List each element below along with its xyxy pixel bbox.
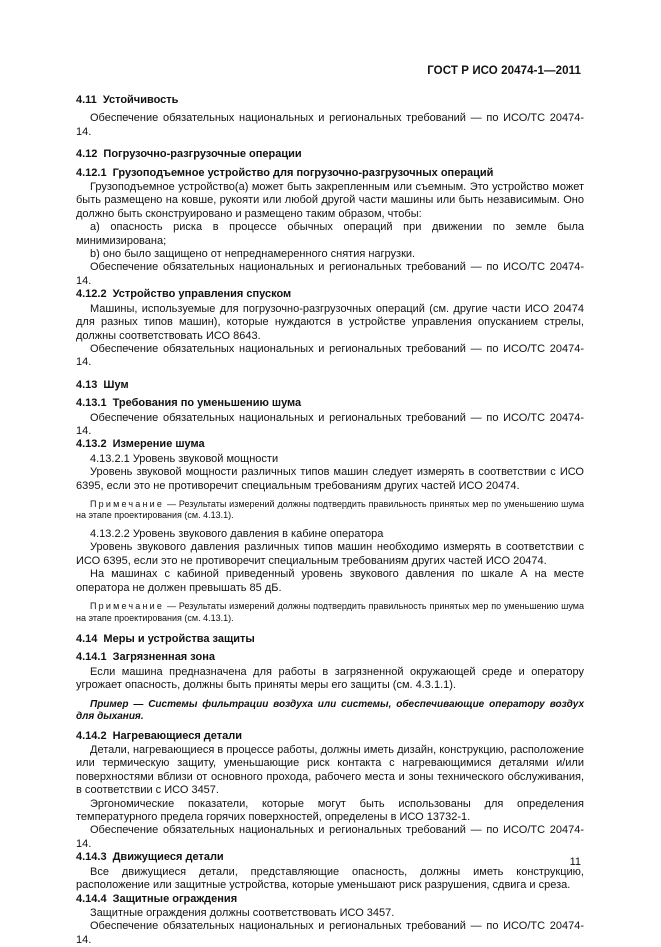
- subsection-heading-4-14-3: [76, 851, 584, 864]
- section-number: 4.14: [76, 633, 98, 645]
- subsection-title: Грузоподъемное устройство для погрузочно-разгрузочных операций: [112, 166, 494, 179]
- subsection-number: 4.13.2: [76, 438, 107, 451]
- section-heading-4-12: [76, 148, 584, 161]
- subsection-heading-4-14-4: [76, 893, 584, 906]
- note-label: Примечание: [90, 601, 165, 611]
- note-text: — Результаты измерений должны подтвердить правильность принятых мер по уменьшению шума на этапе проектирования (см. 4.13.1).: [76, 601, 584, 623]
- paragraph: Защитные ограждения должны соответствовать ИСО 3457.: [90, 906, 395, 919]
- section-title: Устойчивость: [102, 94, 179, 106]
- subsection-heading-4-13-1: [76, 397, 584, 410]
- section-heading-4-11: [76, 94, 584, 107]
- example: Пример — Системы фильтрации воздуха или системы, обеспечивающие оператору воздух для дыхания.: [76, 698, 584, 723]
- paragraph: Уровень звукового давления различных типов машин необходимо измерять в соответствии с ИСО 6395, если это не противоречит специальным требованиям других частей ИСО 20474.: [76, 541, 584, 567]
- subsection-title: Нагревающиеся детали: [112, 729, 243, 742]
- note: [76, 601, 584, 624]
- note-text: — Результаты измерений должны подтвердить правильность принятых мер по уменьшению шума на этапе проектирования (см. 4.13.1).: [76, 498, 584, 521]
- section-title: Погрузочно-разгрузочные операции: [103, 148, 302, 161]
- section-heading-4-14: [76, 633, 584, 646]
- subsection-heading-4-14-2: [76, 730, 584, 743]
- paragraph: Уровень звуковой мощности различных типов машин следует измерять в соответствии с ИСО 6395, если это не противоречит специальным требованиям других частей ИСО 20474.: [76, 466, 584, 492]
- subsection-heading-4-12-2: [76, 288, 584, 301]
- section-title: Меры и устройства защиты: [103, 633, 255, 645]
- subsubsection-heading-4-13-2-1: 4.13.2.1 Уровень звуковой мощности: [90, 452, 279, 465]
- subsection-number: 4.14.1: [76, 651, 107, 664]
- subsection-heading-4-13-2: [76, 438, 584, 451]
- paragraph: Грузоподъемное устройство(а) может быть закрепленным или съемным. Это устройство может быть размещено на ковше, рукояти или любой другой части машины или быть независимым. Оно должно быть сконструировано и размещено таким образом, чтобы:: [76, 181, 584, 220]
- list-item: b) оно было защищено от непреднамеренного снятия нагрузки.: [90, 248, 416, 261]
- page-content: [76, 94, 584, 947]
- subsection-number: 4.12.2: [76, 288, 107, 301]
- subsection-title: Требования по уменьшению шума: [112, 397, 302, 410]
- subsubsection-heading-4-13-2-2: 4.13.2.2 Уровень звукового давления в кабине оператора: [90, 527, 384, 540]
- subsection-number: 4.14.4: [76, 892, 107, 905]
- section-title: Шум: [103, 378, 129, 391]
- paragraph: Машины, используемые для погрузочно-разгрузочных операций (см. другие части ИСО 20474 для разных типов машин), которые нуждаются в устройстве управления опусканием стрелы, должны соответствовать ИСО 8643.: [76, 302, 584, 342]
- requirements-list: [76, 221, 584, 261]
- paragraph: Обеспечение обязательных национальных и региональных требований — по ИСО/ТС 20474-14.: [76, 920, 584, 946]
- subsection-title: Защитные ограждения: [112, 892, 238, 905]
- subsection-number: 4.13.1: [76, 397, 107, 410]
- section-number: 4.13: [76, 378, 98, 391]
- paragraph: Обеспечение обязательных национальных и региональных требований — по ИСО/ТС 20474-14.: [76, 411, 584, 437]
- paragraph: Если машина предназначена для работы в загрязненной окружающей среде и оператору угрожает опасность, должны быть приняты меры его защиты (см. 4.3.1.1).: [76, 665, 584, 692]
- subsection-title: Движущиеся детали: [112, 851, 224, 864]
- note: [76, 499, 584, 522]
- subsection-title: Измерение шума: [112, 438, 205, 451]
- note-label: Примечание: [90, 498, 165, 509]
- subsection-number: 4.14.3: [76, 851, 107, 864]
- subsection-title: Загрязненная зона: [112, 651, 215, 664]
- subsection-number: 4.14.2: [76, 729, 107, 742]
- list-item: а) опасность риска в процессе обычных операций при движении по земле была минимизирована;: [76, 221, 584, 247]
- document-id-header: ГОСТ Р ИСО 20474-1—2011: [427, 65, 581, 77]
- page-number: 11: [569, 856, 581, 868]
- paragraph: Эргономические показатели, которые могут быть использованы для определения температурного предела горячих поверхностей, определены в ИСО 13732-1.: [76, 797, 584, 824]
- paragraph: Детали, нагревающиеся в процессе работы, должны иметь дизайн, конструкцию, расположение или термическую защиту, уменьшающие риск контакта с нагревающимися деталями и/или поверхностями вблизи от основного прохода, рабочего места и зоны технического обслуживания, в соответствии с ИСО 3457.: [76, 744, 584, 797]
- section-number: 4.11: [76, 94, 97, 106]
- subsection-heading-4-14-1: [76, 651, 584, 664]
- paragraph: Обеспечение обязательных национальных и региональных требований — по ИСО/ТС 20474-14.: [76, 261, 584, 287]
- subsection-title: Устройство управления спуском: [112, 288, 292, 301]
- section-number: 4.12: [76, 148, 98, 161]
- subsection-number: 4.12.1: [76, 166, 107, 179]
- paragraph: На машинах с кабиной приведенный уровень звукового давления по шкале А на месте оператора не должен превышать 85 дБ.: [76, 568, 584, 594]
- paragraph: Все движущиеся детали, представляющие опасность, должны иметь конструкцию, расположение или защитные устройства, которые уменьшают риск разрушения, сдвига и среза.: [76, 865, 584, 892]
- paragraph: Обеспечение обязательных национальных и региональных требований — по ИСО/ТС 20474-14.: [76, 342, 584, 369]
- paragraph: Обеспечение обязательных национальных и региональных требований — по ИСО/ТС 20474-14.: [76, 112, 584, 138]
- section-heading-4-13: [76, 379, 584, 392]
- paragraph: Обеспечение обязательных национальных и региональных требований — по ИСО/ТС 20474-14.: [76, 824, 584, 850]
- subsection-heading-4-12-1: [76, 167, 584, 180]
